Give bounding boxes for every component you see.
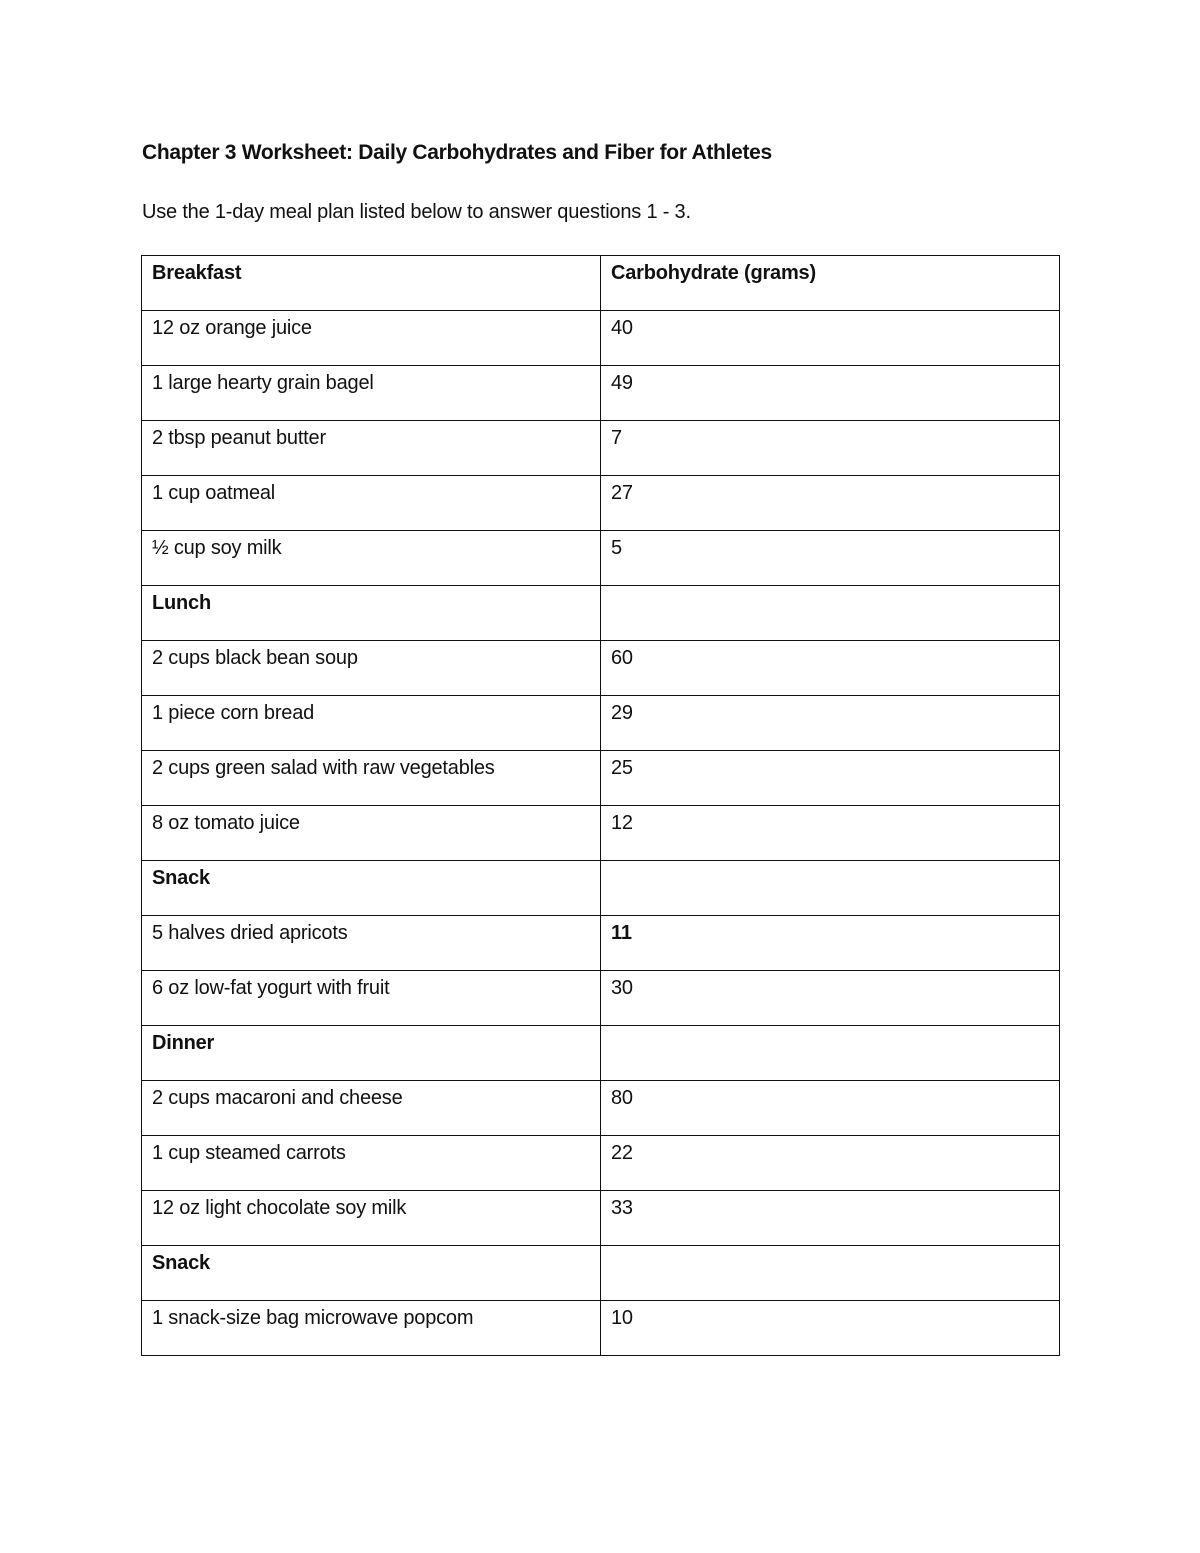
food-item-cell: 2 cups macaroni and cheese — [142, 1081, 601, 1136]
table-row — [142, 1136, 1060, 1191]
carbohydrate-grams-cell: 5 — [601, 531, 1060, 586]
food-item-cell: 1 snack-size bag microwave popcom — [142, 1301, 601, 1356]
food-item-cell: 1 large hearty grain bagel — [142, 366, 601, 421]
table-row — [142, 311, 1060, 366]
table-row — [142, 1301, 1060, 1356]
food-item-cell: 1 cup steamed carrots — [142, 1136, 601, 1191]
carbohydrate-grams-cell: 11 — [601, 916, 1060, 971]
section-heading-cell: Snack — [142, 1246, 601, 1301]
table-section-row — [142, 256, 1060, 311]
food-item-cell: 8 oz tomato juice — [142, 806, 601, 861]
page-title: Chapter 3 Worksheet: Daily Carbohydrates and Fiber for Athletes — [142, 141, 772, 164]
section-value-cell: Carbohydrate (grams) — [601, 256, 1060, 311]
carbohydrate-grams-cell: 7 — [601, 421, 1060, 476]
section-heading-cell: Snack — [142, 861, 601, 916]
meal-plan-table-body — [142, 256, 1060, 1356]
table-section-row — [142, 586, 1060, 641]
food-item-cell: 2 cups green salad with raw vegetables — [142, 751, 601, 806]
carbohydrate-grams-cell: 60 — [601, 641, 1060, 696]
carbohydrate-grams-cell: 29 — [601, 696, 1060, 751]
instructions-text: Use the 1-day meal plan listed below to answer questions 1 - 3. — [142, 201, 691, 223]
section-value-cell — [601, 861, 1060, 916]
table-row — [142, 366, 1060, 421]
carbohydrate-grams-cell: 27 — [601, 476, 1060, 531]
carbohydrate-grams-cell: 33 — [601, 1191, 1060, 1246]
food-item-cell: 2 cups black bean soup — [142, 641, 601, 696]
carbohydrate-grams-cell: 12 — [601, 806, 1060, 861]
carbohydrate-grams-cell: 40 — [601, 311, 1060, 366]
table-row — [142, 916, 1060, 971]
food-item-cell: 1 cup oatmeal — [142, 476, 601, 531]
carbohydrate-grams-cell: 22 — [601, 1136, 1060, 1191]
table-section-row — [142, 1246, 1060, 1301]
table-row — [142, 806, 1060, 861]
food-item-cell: 6 oz low-fat yogurt with fruit — [142, 971, 601, 1026]
section-heading-cell: Dinner — [142, 1026, 601, 1081]
carbohydrate-grams-cell: 10 — [601, 1301, 1060, 1356]
carbohydrate-grams-cell: 80 — [601, 1081, 1060, 1136]
food-item-cell: 1 piece corn bread — [142, 696, 601, 751]
table-row — [142, 476, 1060, 531]
food-item-cell: 2 tbsp peanut butter — [142, 421, 601, 476]
food-item-cell: 12 oz light chocolate soy milk — [142, 1191, 601, 1246]
food-item-cell: 12 oz orange juice — [142, 311, 601, 366]
section-heading-cell: Lunch — [142, 586, 601, 641]
meal-plan-table — [141, 255, 1060, 1356]
table-row — [142, 971, 1060, 1026]
section-value-cell — [601, 1026, 1060, 1081]
table-row — [142, 531, 1060, 586]
table-row — [142, 1081, 1060, 1136]
table-row — [142, 751, 1060, 806]
table-section-row — [142, 1026, 1060, 1081]
food-item-cell: ½ cup soy milk — [142, 531, 601, 586]
section-value-cell — [601, 1246, 1060, 1301]
food-item-cell: 5 halves dried apricots — [142, 916, 601, 971]
carbohydrate-grams-cell: 30 — [601, 971, 1060, 1026]
table-row — [142, 1191, 1060, 1246]
table-section-row — [142, 861, 1060, 916]
table-row — [142, 641, 1060, 696]
table-row — [142, 696, 1060, 751]
carbohydrate-grams-cell: 49 — [601, 366, 1060, 421]
carbohydrate-grams-cell: 25 — [601, 751, 1060, 806]
table-row — [142, 421, 1060, 476]
section-value-cell — [601, 586, 1060, 641]
section-heading-cell: Breakfast — [142, 256, 601, 311]
